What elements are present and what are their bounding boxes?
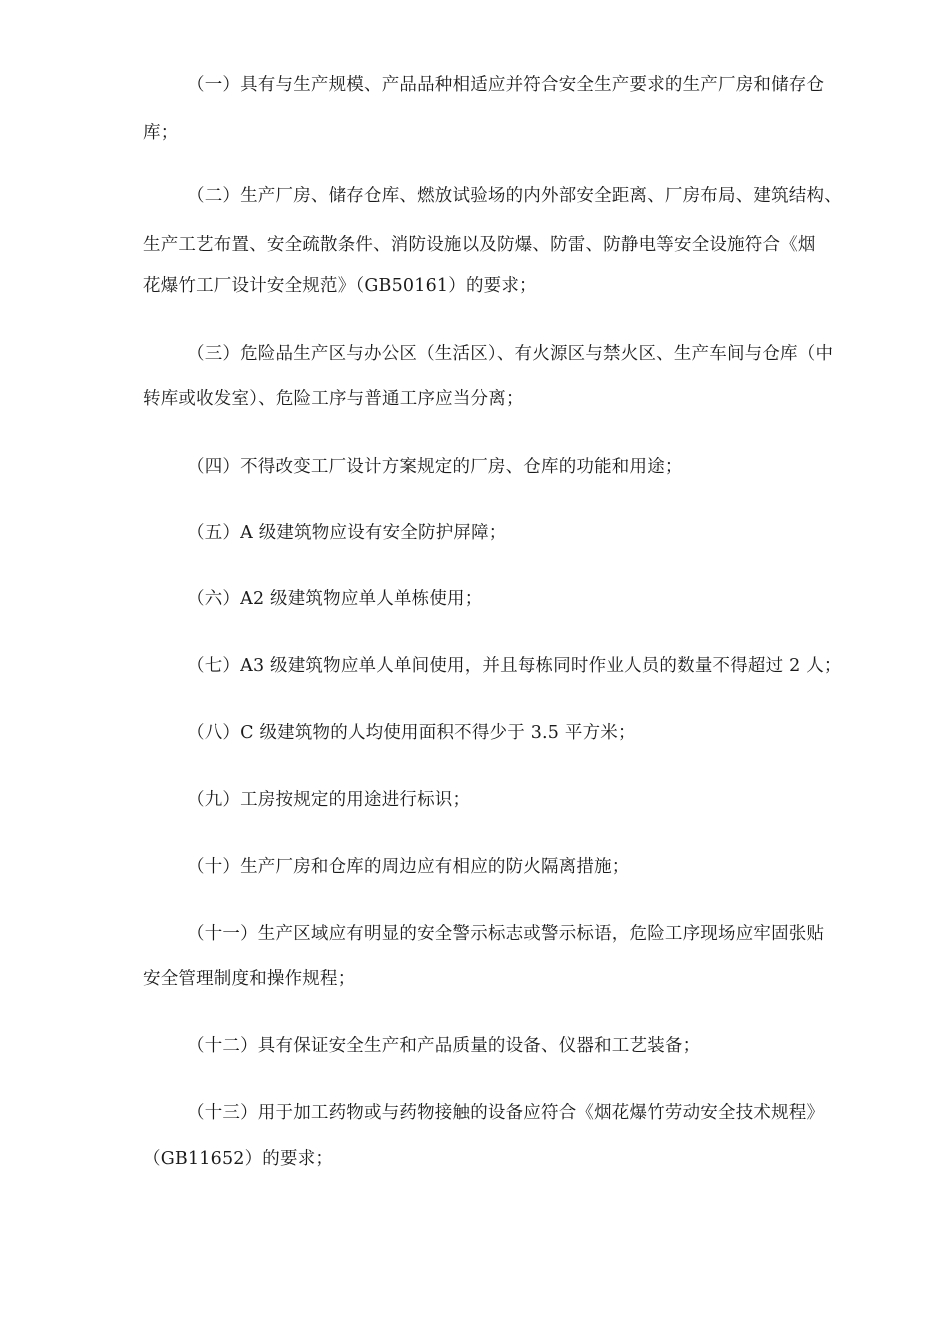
paragraph-line: （五）A 级建筑物应设有安全防护屏障； <box>187 523 507 543</box>
paragraph-line: （十三）用于加工药物或与药物接触的设备应符合《烟花爆竹劳动安全技术规程》 <box>187 1103 825 1123</box>
paragraph-line: （八）C 级建筑物的人均使用面积不得少于 3.5 平方米； <box>187 723 636 743</box>
paragraph-line: （二）生产厂房、储存仓库、燃放试验场的内外部安全距离、厂房布局、建筑结构、 <box>187 186 842 206</box>
paragraph-line: 库； <box>143 123 179 143</box>
paragraph-line: （十）生产厂房和仓库的周边应有相应的防火隔离措施； <box>187 857 630 877</box>
paragraph-line: （一）具有与生产规模、产品品种相适应并符合安全生产要求的生产厂房和储存仓 <box>187 75 825 95</box>
paragraph-line: （九）工房按规定的用途进行标识； <box>187 790 471 810</box>
paragraph-line: （十一）生产区域应有明显的安全警示标志或警示标语，危险工序现场应牢固张贴 <box>187 924 825 944</box>
paragraph-line: （GB11652）的要求； <box>143 1149 334 1169</box>
paragraph-line: 生产工艺布置、安全疏散条件、消防设施以及防爆、防雷、防静电等安全设施符合《烟 <box>143 235 816 255</box>
paragraph-line: （六）A2 级建筑物应单人单栋使用； <box>187 589 483 609</box>
paragraph-line: 安全管理制度和操作规程； <box>143 969 356 989</box>
paragraph-line: （七）A3 级建筑物应单人单间使用，并且每栋同时作业人员的数量不得超过 2 人； <box>187 656 842 676</box>
paragraph-line: （三）危险品生产区与办公区（生活区）、有火源区与禁火区、生产车间与仓库（中 <box>187 344 834 364</box>
paragraph-line: （十二）具有保证安全生产和产品质量的设备、仪器和工艺装备； <box>187 1036 701 1056</box>
paragraph-line: （四）不得改变工厂设计方案规定的厂房、仓库的功能和用途； <box>187 457 683 477</box>
paragraph-line: 转库或收发室）、危险工序与普通工序应当分离； <box>143 389 524 409</box>
paragraph-line: 花爆竹工厂设计安全规范》（GB50161）的要求； <box>143 276 537 296</box>
